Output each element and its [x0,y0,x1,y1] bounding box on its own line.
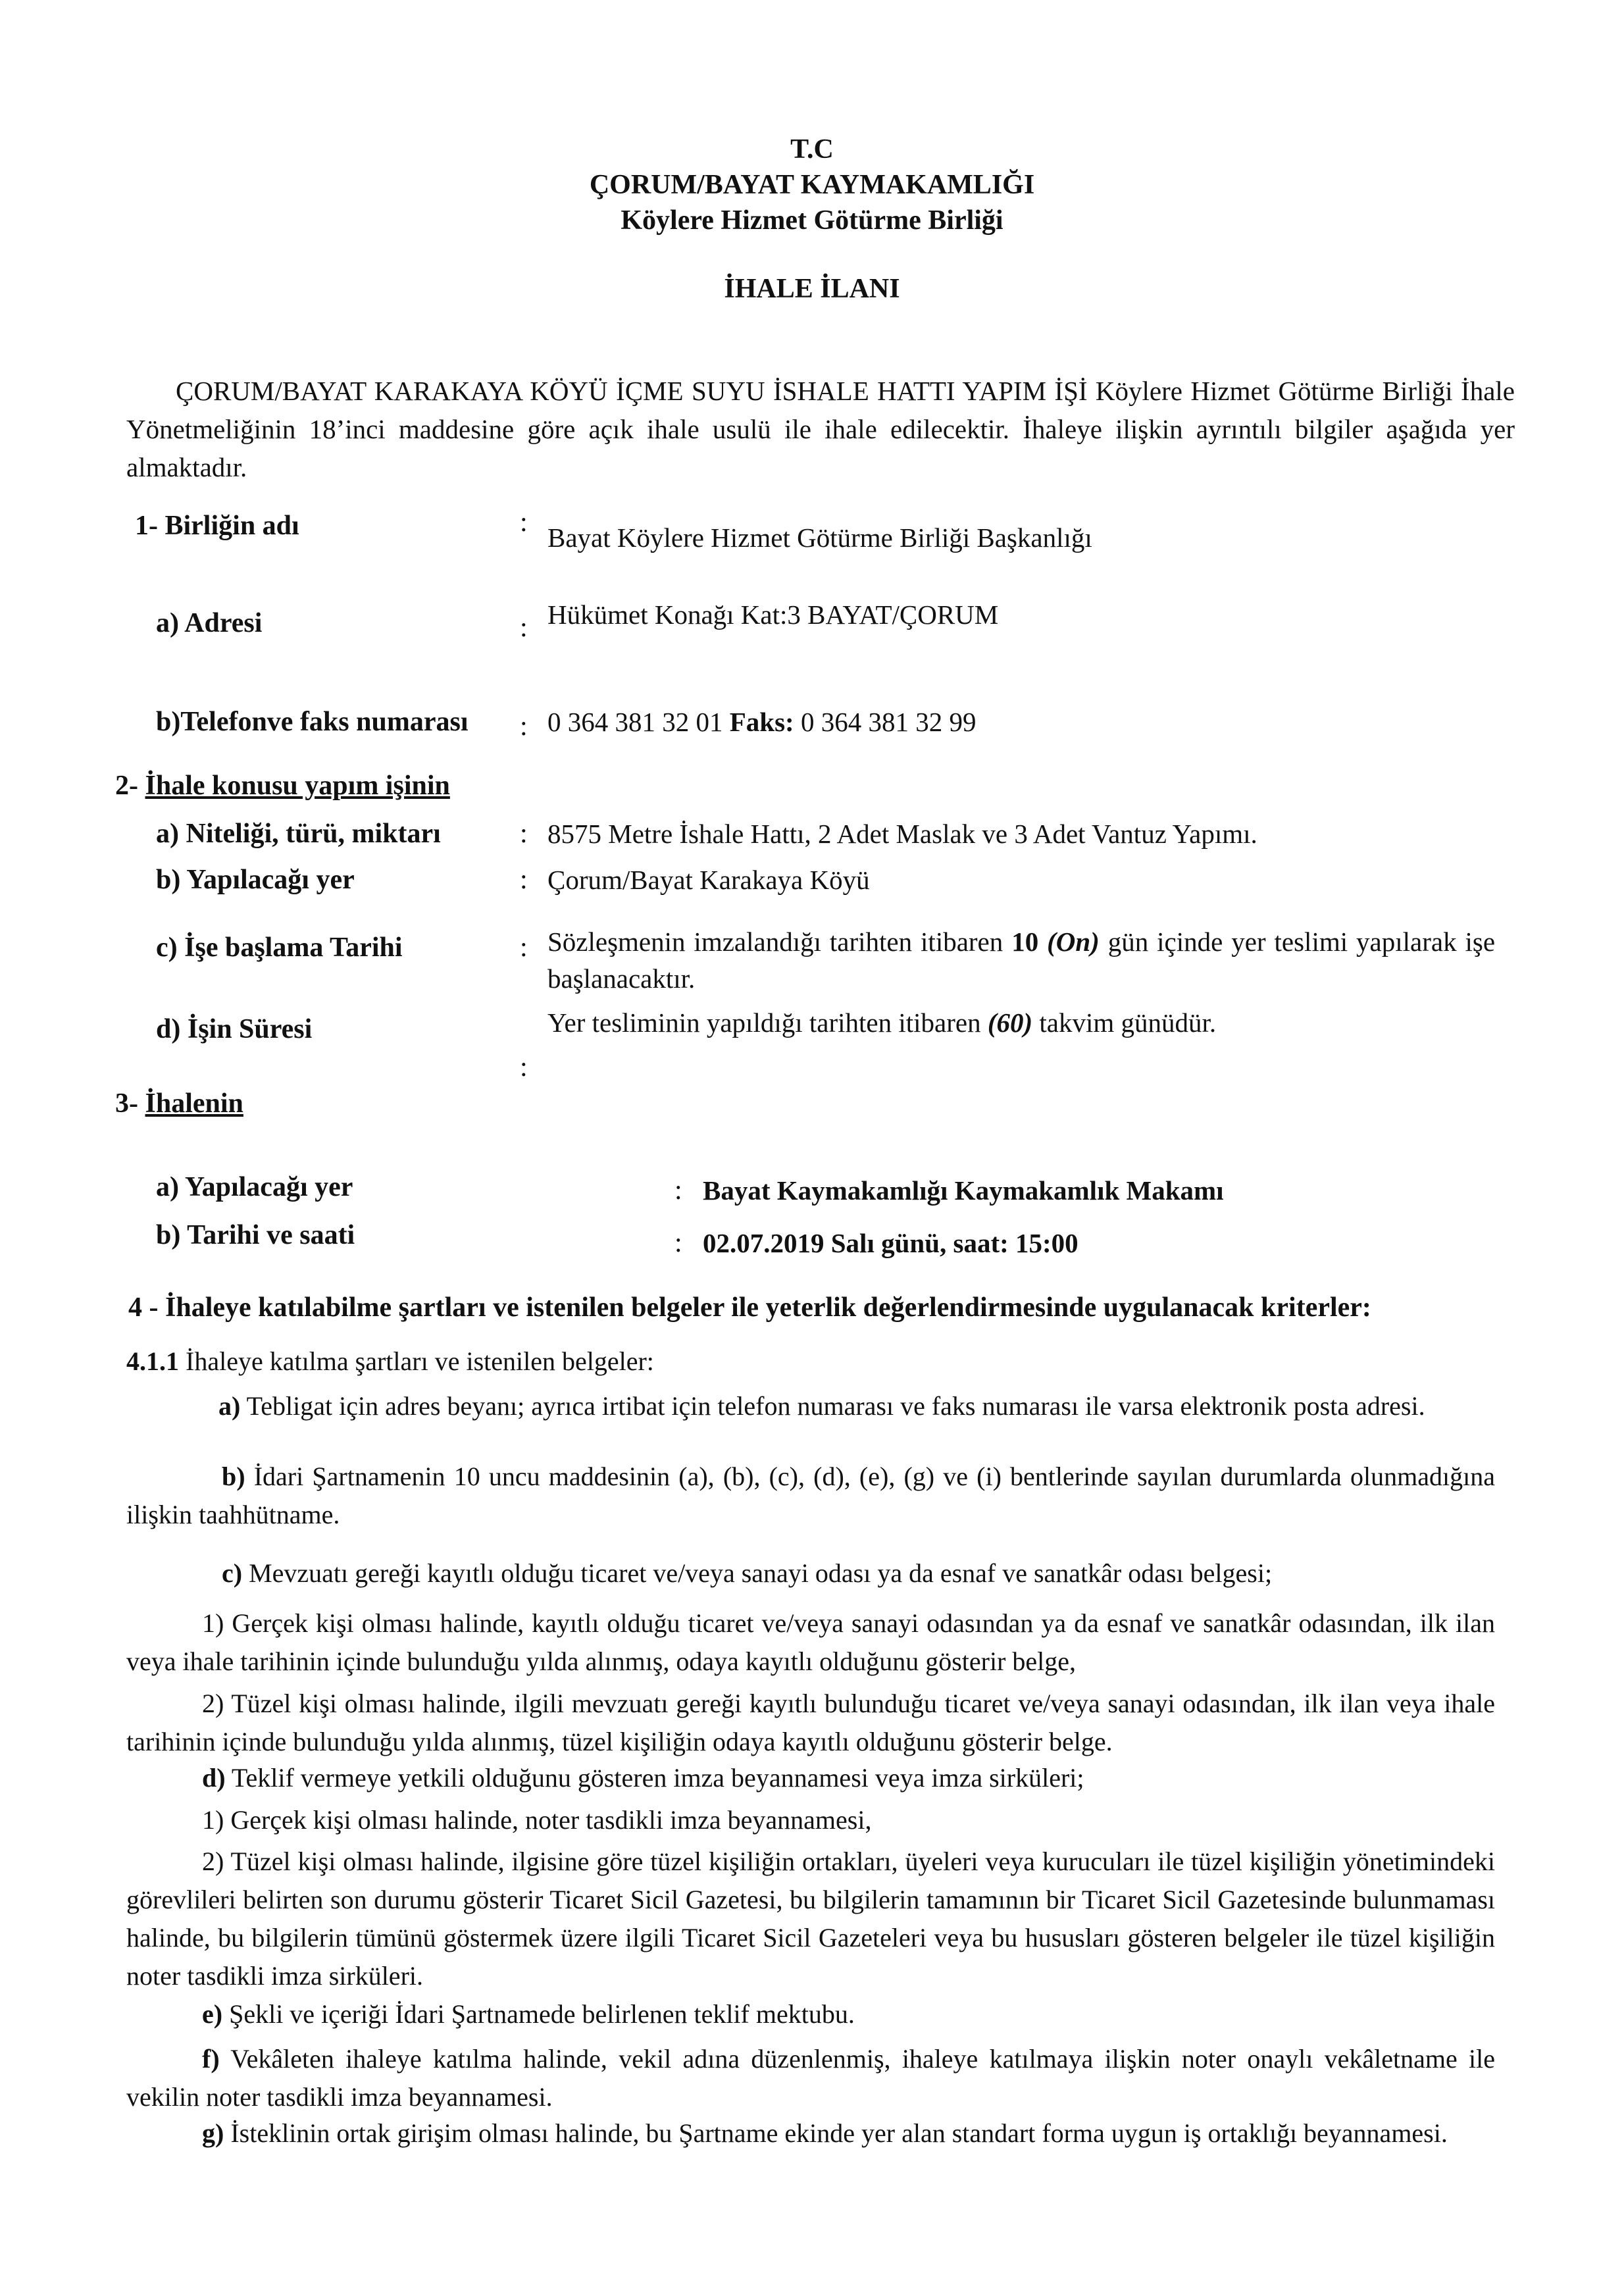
section-2-title: İhale konusu yapım işinin [145,771,450,801]
item-d-1 [126,1801,1495,1839]
duration-text: Yer tesliminin yapıldığı tarihten itibaren [547,1007,981,1038]
work-location-value: Çorum/Bayat Karakaya Köyü [547,865,870,895]
section-2-number: 2- [115,771,138,801]
item-d-1-text: 1) Gerçek kişi olması halinde, noter tasdikli imza beyannamesi, [202,1805,872,1835]
section-3-title: İhalenin [145,1088,243,1119]
header-office: ÇORUM/BAYAT KAYMAKAMLIĞI [589,170,1035,200]
colon: : [520,711,528,742]
section-2-heading [115,770,450,802]
duration-days: (60) [987,1007,1033,1038]
phone-fax-value [547,706,976,738]
intro-text: ÇORUM/BAYAT KARAKAYA KÖYÜ İÇME SUYU İSHALE HATTI YAPIM İŞİ Köylere Hizmet Götürme Birliği İhale Yönetmeliğinin 18’inci maddesine göre açık ihale usulü ile ihale edilecektir. İhaleye ilişkin ayrıntılı bilgiler aşağıda yer almaktadır. [126,376,1515,482]
union-name-label: 1- Birliğin adı [135,511,299,541]
item-c-2-text: 2) Tüzel kişi olması halinde, ilgili mevzuatı gereği kayıtlı bulunduğu ticaret ve/veya sanayi odasından, ilk ilan veya ihale tarihinin içinde bulunduğu yılda alınmış, tüzel kişiliğin odaya kayıtlı olduğunu gösterir belge. [126,1689,1495,1756]
tender-datetime-label: b) Tarihi ve saati [156,1220,355,1250]
section-3-number: 3- [115,1088,138,1119]
item-g-mark: g) [202,2118,224,2148]
item-e [126,1995,1495,2033]
colon: : [674,1228,682,1258]
duration-value [547,1007,1216,1038]
tender-place-value: Bayat Kaymakamlığı Kaymakamlık Makamı [703,1175,1224,1206]
item-d-text: Teklif vermeye yetkili olduğunu gösteren imza beyannamesi veya imza sirküleri; [231,1763,1084,1793]
item-c-text: Mevzuatı gereği kayıtlı olduğu ticaret ve/veya sanayi odası ya da esnaf ve sanatkâr odası belgesi; [249,1558,1273,1588]
duration-text-end: takvim günüdür. [1039,1007,1217,1038]
start-date-text-end: gün içinde yer teslimi yapılarak işe başlanacaktır. [547,927,1496,994]
item-f [126,2040,1495,2116]
tender-datetime-value: 02.07.2019 Salı günü, saat: 15:00 [703,1228,1078,1258]
item-b-mark: b) [222,1462,245,1491]
item-g-text: İsteklinin ortak girişim olması halinde, bu Şartname ekinde yer alan standart forma uygun iş ortaklığı beyannamesi. [230,2118,1448,2148]
phone-fax-label: b)Telefonve faks numarası [156,707,469,737]
colon: : [520,1052,528,1083]
item-d-2-text: 2) Tüzel kişi olması halinde, ilgisine göre tüzel kişiliğin ortakları, üyeleri veya kurucuları ile tüzel kişiliğin yönetimindeki görevlileri belirten son durumu gösterir Ticaret Sicil Gazetesi, bu bilgilerin tamamının bir Ticaret Sicil Gazetesinde bulunmaması halinde, bu bilgilerin tümünü göstermek üzere ilgili Ticaret Sicil Gazeteleri veya bu hususları gösteren belgeler ile tüzel kişiliğin noter tasdikli imza sirküleri. [126,1847,1495,1991]
tender-place-label: a) Yapılacağı yer [156,1172,353,1202]
item-c-1 [126,1604,1495,1681]
header-union: Köylere Hizmet Götürme Birliği [621,205,1003,236]
item-d-2 [126,1843,1495,1995]
duration-label: d) İşin Süresi [156,1014,313,1044]
item-a-mark: a) [218,1391,241,1421]
item-f-text: Vekâleten ihaleye katılma halinde, vekil adına düzenlenmiş, ihaleye katılmaya ilişkin noter onaylı vekâletname ile vekilin noter tasdikli imza beyannamesi. [126,2044,1495,2112]
item-c [126,1554,1495,1593]
document-title: İHALE İLANI [724,274,900,304]
intro-paragraph [126,372,1515,486]
item-c-2 [126,1685,1495,1761]
item-f-mark: f) [202,2044,220,2074]
section-3-heading [115,1088,243,1119]
item-e-text: Şekli ve içeriği İdari Şartnamede belirlenen teklif mektubu. [229,1999,855,2029]
item-d-mark: d) [202,1763,226,1793]
colon: : [520,613,528,643]
section-4-heading: 4 - İhaleye katılabilme şartları ve istenilen belgeler ile yeterlik değerlendirmesinde uygulanacak kriterler: [128,1292,1371,1323]
address-value: Hükümet Konağı Kat:3 BAYAT/ÇORUM [547,599,999,630]
start-days-number: 10 [1011,927,1039,957]
union-name-value: Bayat Köylere Hizmet Götürme Birliği Başkanlığı [547,523,1092,553]
item-d [126,1759,1495,1797]
colon: : [520,932,528,963]
fax-label: Faks: [729,707,794,737]
item-c-mark: c) [222,1558,243,1588]
subsection-title: İhaleye katılma şartları ve istenilen belgeler: [186,1346,654,1376]
fax-number: 0 364 381 32 99 [800,707,977,737]
nature-value: 8575 Metre İshale Hattı, 2 Adet Maslak ve 3 Adet Vantuz Yapımı. [547,819,1257,849]
colon: : [520,507,528,538]
item-b [126,1458,1495,1534]
item-a [126,1387,1495,1425]
nature-label: a) Niteliği, türü, miktarı [156,819,441,849]
start-date-text: Sözleşmenin imzalandığı tarihten itibaren [547,927,1003,957]
item-c-1-text: 1) Gerçek kişi olması halinde, kayıtlı olduğu ticaret ve/veya sanayi odasından ya da esnaf ve sanatkâr odasından, ilk ilan veya ihale tarihinin içinde bulunduğu yılda alınmış, odaya kayıtlı olduğunu gösterir belge, [126,1608,1495,1676]
address-label: a) Adresi [156,608,263,638]
subsection-number: 4.1.1 [126,1346,179,1376]
item-b-text: İdari Şartnamenin 10 uncu maddesinin (a), (b), (c), (d), (e), (g) ve (i) bentlerinde sayılan durumlarda olunmadığına ilişkin taahhütname. [126,1462,1496,1529]
colon: : [520,865,528,895]
phone-number: 0 364 381 32 01 [547,707,723,737]
header-tc: T.C [790,134,834,165]
colon: : [520,819,528,849]
item-e-mark: e) [202,1999,223,2029]
item-a-text: Tebligat için adres beyanı; ayrıca irtibat için telefon numarası ve faks numarası ile varsa elektronik posta adresi. [246,1391,1425,1421]
item-g [126,2114,1495,2153]
work-location-label: b) Yapılacağı yer [156,865,355,895]
start-date-label: c) İşe başlama Tarihi [156,932,403,963]
subsection-4-1-1 [126,1342,1495,1381]
start-days-word: (On) [1047,927,1100,957]
colon: : [674,1175,682,1206]
start-date-value [547,923,1495,997]
